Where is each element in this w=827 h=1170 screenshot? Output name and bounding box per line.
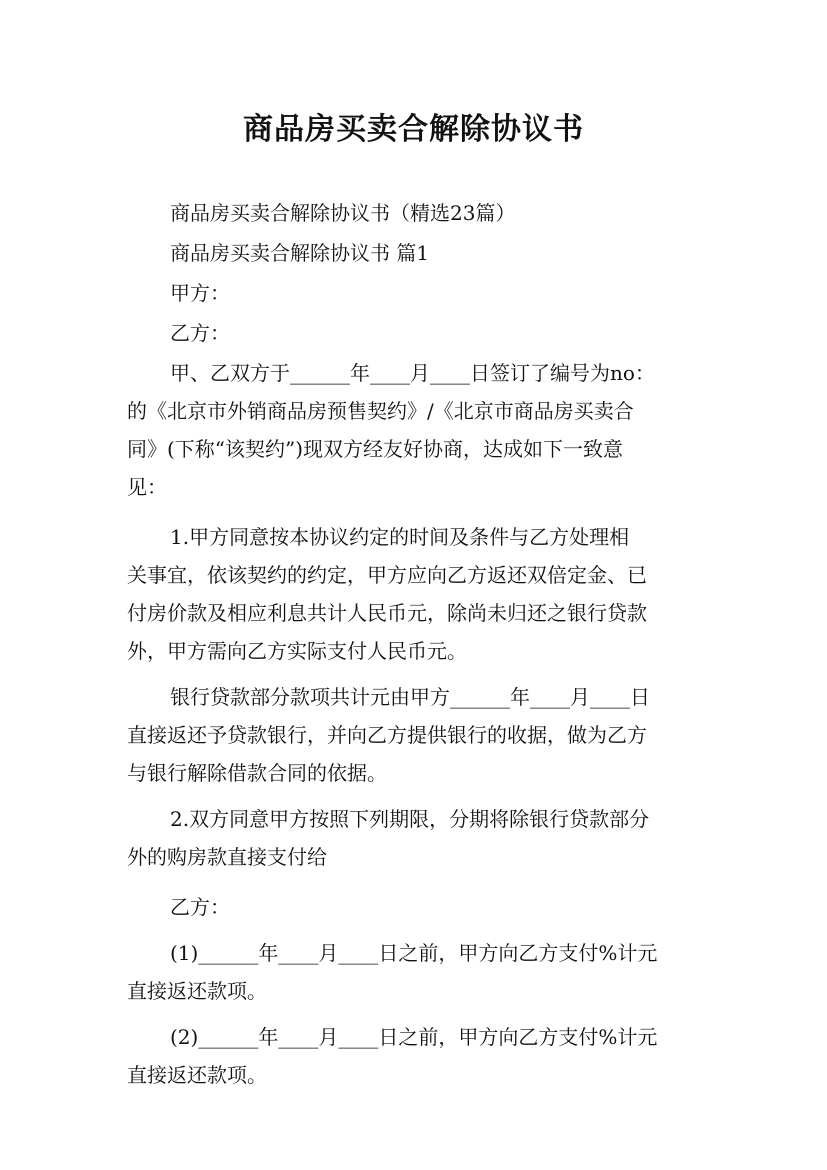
document-title: 商品房买卖合解除协议书 [243,112,584,147]
paragraph-line: 直接返还款项。 [127,979,267,1003]
paragraph-line: 见： [127,475,167,499]
party-a-label: 甲方： [170,281,230,305]
paragraph-line: 付房价款及相应利息共计人民币元，除尚未归还之银行贷款 [127,601,647,625]
document-body [127,194,717,1094]
paragraph-line: 甲、乙双方于______年____月____日签订了编号为no： [170,361,655,385]
section-heading: 商品房买卖合解除协议书 篇1 [170,241,430,265]
paragraph-line: 外，甲方需向乙方实际支付人民币元。 [127,639,467,663]
paragraph-line: 外的购房款直接支付给 [127,845,327,869]
paragraph-line: (2)______年____月____日之前，甲方向乙方支付%计元 [170,1025,658,1049]
subtitle: 商品房买卖合解除协议书（精选23篇） [170,201,516,225]
paragraph-line: 2.双方同意甲方按照下列期限，分期将除银行贷款部分 [170,807,650,831]
paragraph-line: 直接返还予贷款银行，并向乙方提供银行的收据，做为乙方 [127,723,647,747]
paragraph-line: 银行贷款部分款项共计元由甲方______年____月____日 [170,685,650,709]
paragraph-line: 的《北京市外销商品房预售契约》/《北京市商品房买卖合 [127,399,634,423]
paragraph-line: 1.甲方同意按本协议约定的时间及条件与乙方处理相 [170,525,630,549]
paragraph-line: (1)______年____月____日之前，甲方向乙方支付%计元 [170,941,658,965]
paragraph-line: 与银行解除借款合同的依据。 [127,761,387,785]
paragraph-line: 同》(下称“该契约”)现双方经友好协商，达成如下一致意 [127,437,624,461]
paragraph-line: 关事宜，依该契约的约定，甲方应向乙方返还双倍定金、已 [127,563,647,587]
paragraph-line: 直接返还款项。 [127,1063,267,1087]
party-b-label: 乙方： [170,321,230,345]
party-b-label-2: 乙方： [170,895,230,919]
